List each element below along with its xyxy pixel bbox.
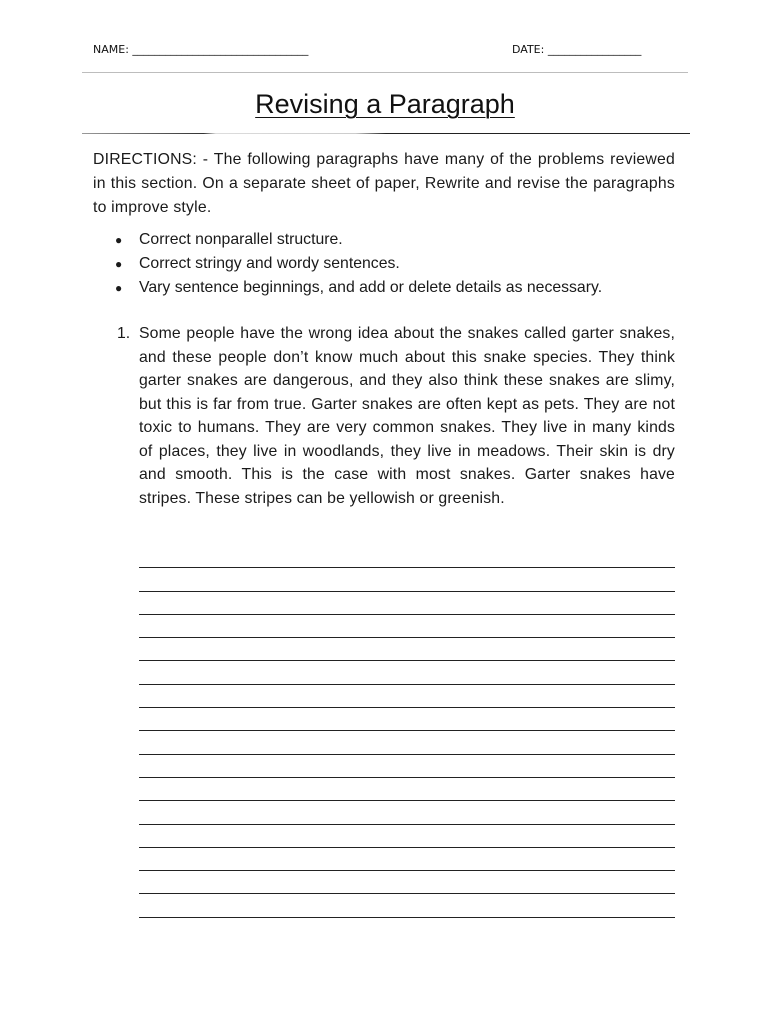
instruction-item-text: Correct stringy and wordy sentences.: [139, 255, 400, 272]
answer-line[interactable]: [139, 592, 675, 615]
answer-line[interactable]: [139, 568, 675, 591]
page-title-text: Revising a Paragraph: [255, 89, 515, 119]
answer-line[interactable]: [139, 731, 675, 754]
bullet-icon: ●: [115, 233, 123, 247]
answer-line[interactable]: [139, 778, 675, 801]
answer-line[interactable]: [139, 661, 675, 684]
worksheet-header: [93, 43, 677, 61]
exercise-paragraph: Some people have the wrong idea about the snakes called garter snakes, and these people don’t know much about this snake species. They think garter snakes are dangerous, and they also think these snakes are slimy, but this is far from true. Garter snakes are often kept as pets. They are not toxic to humans. They are very common snakes. They live in many kinds of places, they live in woodlands, they live in meadows. Their skin is dry and smooth. This is the case with most snakes. Garter snakes have stripes. These stripes can be yellowish or greenish.: [139, 325, 675, 507]
name-field-label: NAME: ________________________________: [93, 43, 309, 56]
answer-line[interactable]: [139, 825, 675, 848]
date-field-label: DATE: _________________: [512, 43, 642, 56]
title-divider: [82, 133, 690, 134]
answer-line[interactable]: [139, 871, 675, 894]
bullet-icon: ●: [115, 281, 123, 295]
answer-line[interactable]: [139, 685, 675, 708]
instruction-item: [115, 228, 685, 252]
answer-lines: [139, 545, 675, 918]
instruction-item: [115, 276, 685, 300]
answer-line[interactable]: [139, 755, 675, 778]
directions-text: DIRECTIONS: - The following paragraphs have many of the problems reviewed in this section. On a separate sheet of paper, Rewrite and revise the paragraphs to improve style.: [93, 151, 675, 216]
instruction-item-text: Correct nonparallel structure.: [139, 231, 343, 248]
instruction-item-text: Vary sentence beginnings, and add or delete details as necessary.: [139, 279, 603, 296]
header-divider: [82, 72, 688, 73]
page-title: [0, 89, 770, 120]
answer-line[interactable]: [139, 848, 675, 871]
instruction-list: [115, 228, 685, 300]
instruction-item: [115, 252, 685, 276]
bullet-icon: ●: [115, 257, 123, 271]
answer-line[interactable]: [139, 801, 675, 824]
answer-line[interactable]: [139, 708, 675, 731]
answer-line[interactable]: [139, 615, 675, 638]
answer-line[interactable]: [139, 894, 675, 917]
answer-line[interactable]: [139, 638, 675, 661]
exercise-number: 1.: [117, 325, 131, 342]
answer-line[interactable]: [139, 545, 675, 568]
